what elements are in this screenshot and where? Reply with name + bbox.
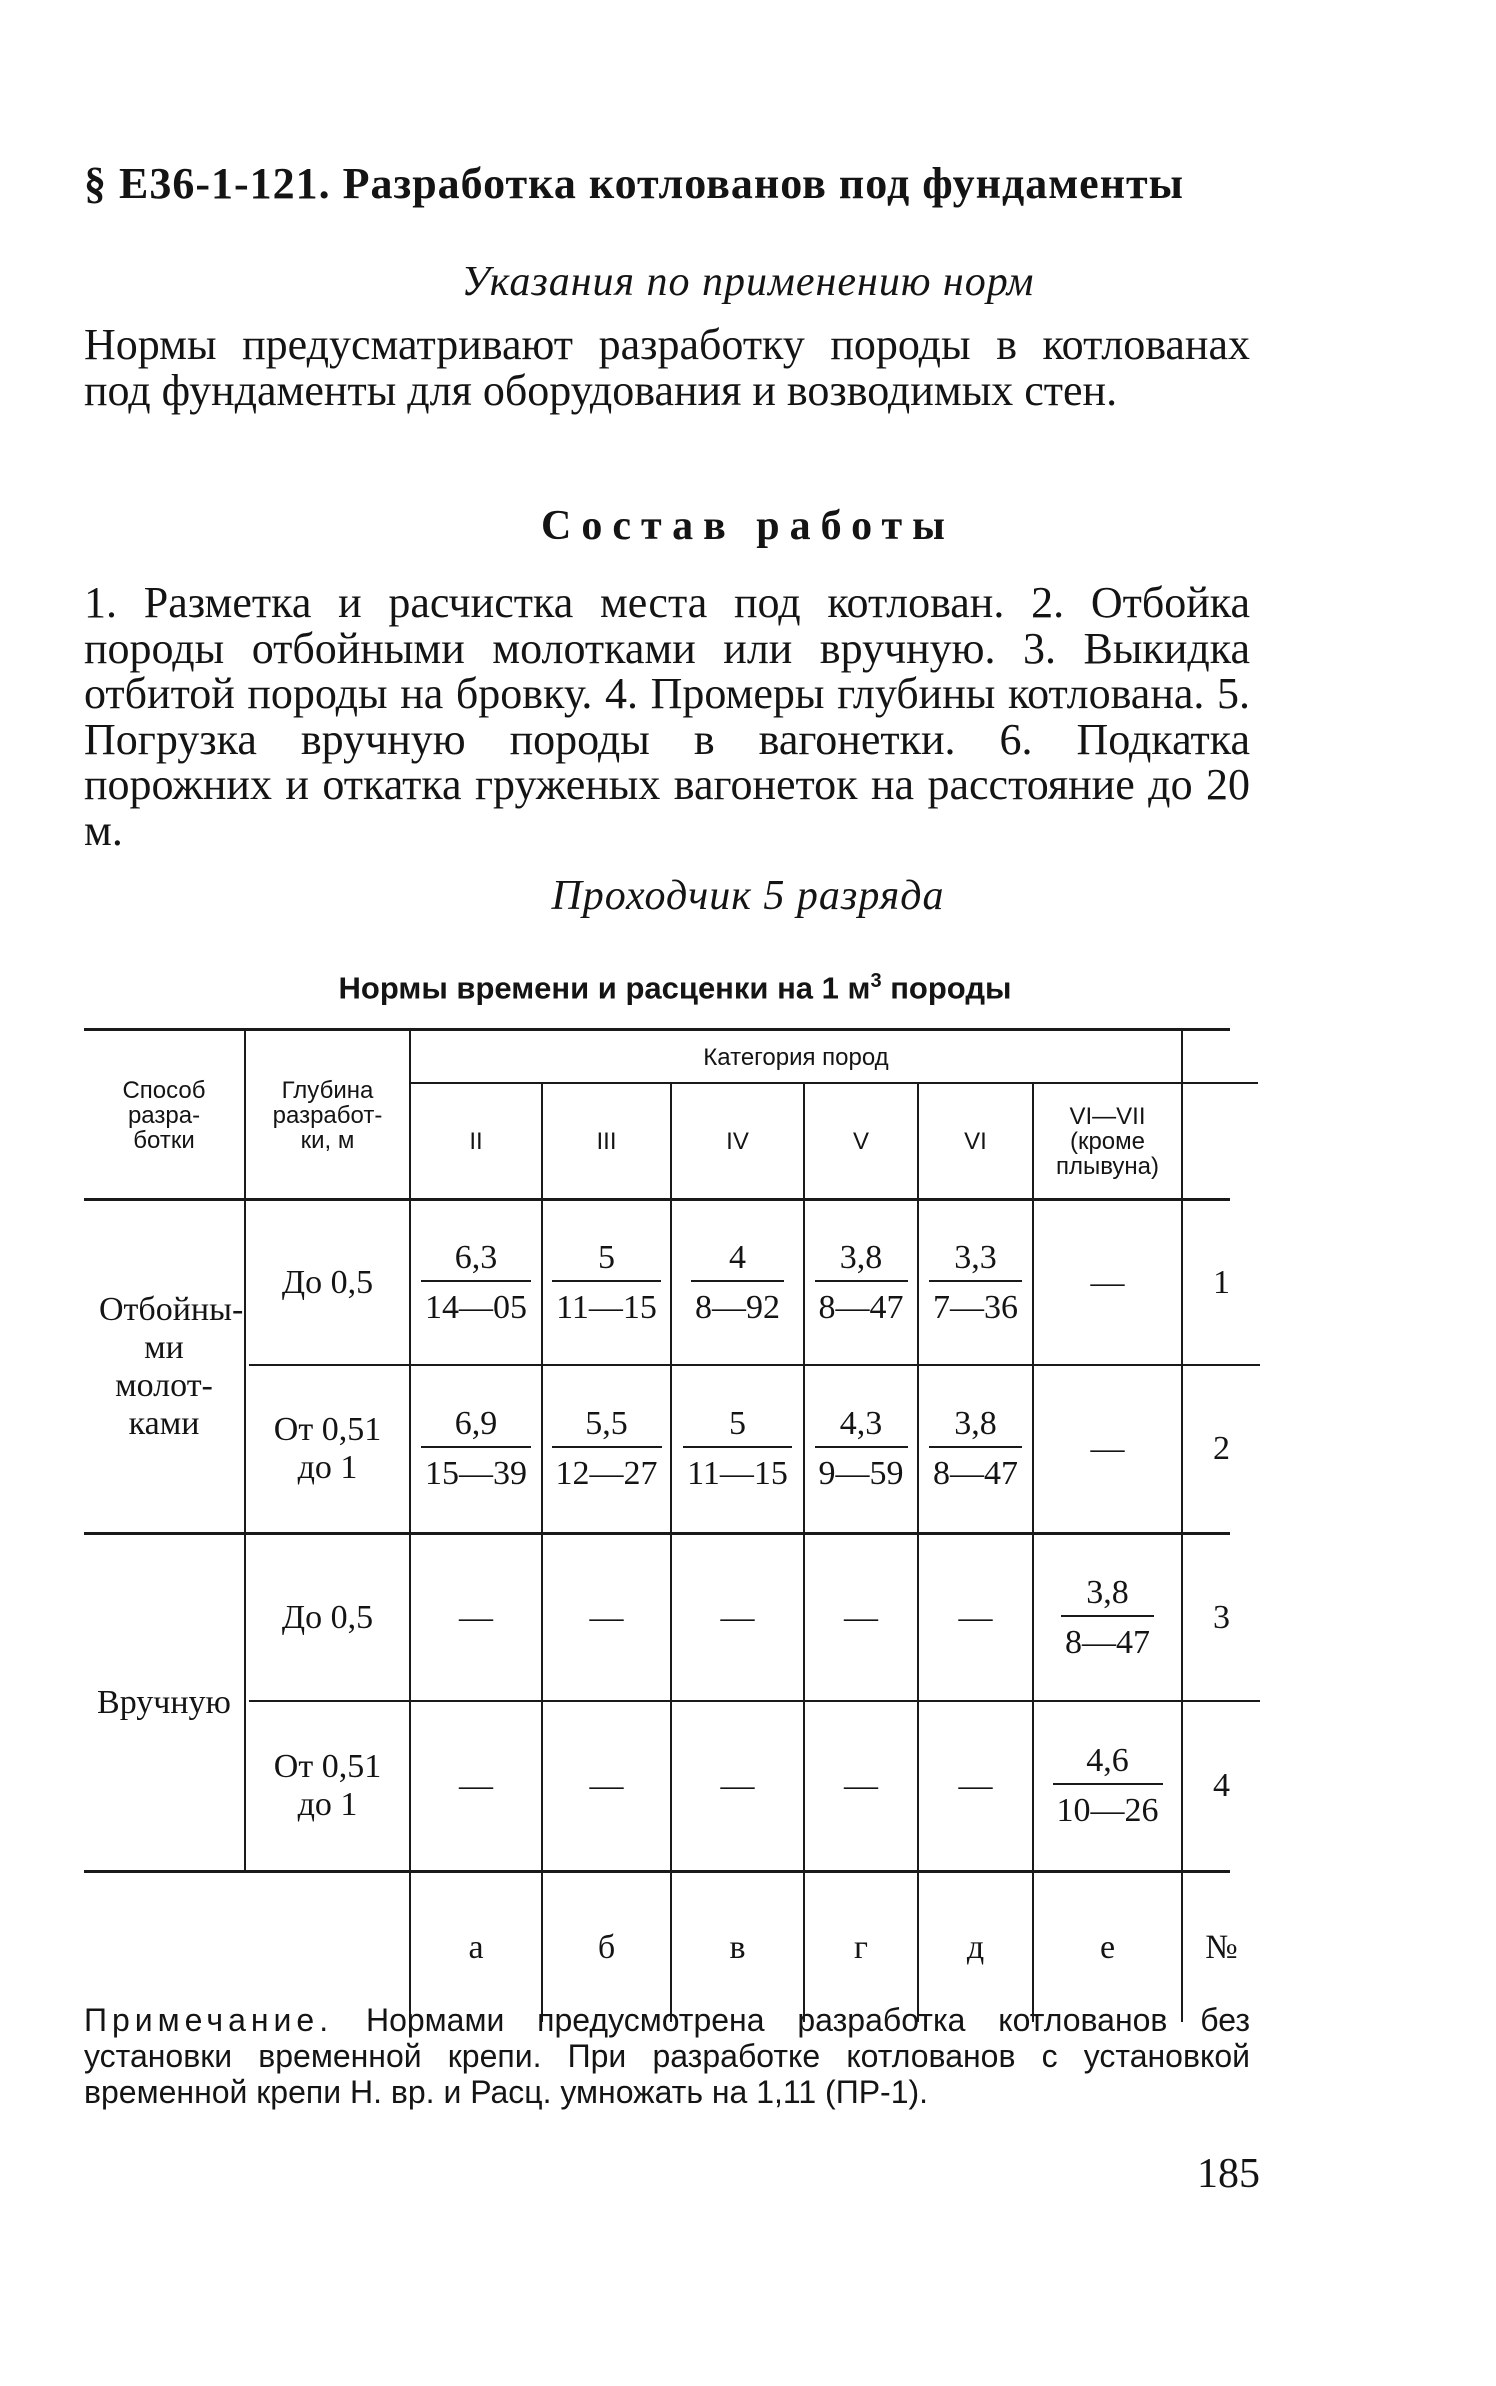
method-jackhammer bbox=[84, 1202, 244, 1532]
row1-cat-v bbox=[805, 1202, 917, 1364]
table-top-border bbox=[84, 1028, 1230, 1031]
fraction bbox=[683, 1402, 792, 1496]
fraction bbox=[552, 1402, 662, 1496]
time-norm: 4 bbox=[729, 1239, 746, 1276]
rate: 8—47 bbox=[815, 1280, 908, 1330]
row2-number: 2 bbox=[1213, 1430, 1230, 1467]
rate: 7—36 bbox=[929, 1280, 1022, 1330]
fraction bbox=[929, 1402, 1022, 1496]
time-norm: 5 bbox=[598, 1239, 615, 1276]
row1-cat-vi bbox=[919, 1202, 1032, 1364]
time-norm: 3,8 bbox=[954, 1405, 997, 1442]
time-norm: 6,9 bbox=[454, 1405, 498, 1442]
fraction bbox=[929, 1236, 1022, 1330]
time-norm: 5,5 bbox=[585, 1405, 628, 1442]
table-caption-superscript: 3 bbox=[870, 970, 882, 992]
rate: 11—15 bbox=[552, 1280, 661, 1330]
column-letter: е bbox=[1099, 1929, 1116, 1966]
rate: 8—47 bbox=[1061, 1615, 1154, 1665]
rate: 9—59 bbox=[815, 1446, 908, 1496]
depth-row-4 bbox=[246, 1702, 409, 1870]
section-heading: § Е36-1-121. Разработка котлованов под фундаменты bbox=[84, 159, 1185, 208]
row2-cat-iii bbox=[543, 1366, 670, 1532]
header-method bbox=[84, 1032, 244, 1198]
row4-cat-iv: — bbox=[720, 1767, 755, 1804]
time-norm: 4,3 bbox=[839, 1405, 883, 1442]
column-letter: а bbox=[468, 1929, 484, 1966]
group-divider bbox=[84, 1532, 1230, 1535]
table-caption-suffix: породы bbox=[881, 970, 1012, 1006]
header-category-iv: IV bbox=[726, 1127, 749, 1155]
header-category-vi-vii bbox=[1034, 1084, 1181, 1198]
row3-cat-iii: — bbox=[589, 1599, 624, 1636]
instructions-title: Указания по применению норм bbox=[461, 259, 1035, 305]
norms-table bbox=[84, 1024, 1260, 2022]
note-label: Примечание. bbox=[84, 2002, 334, 2038]
time-norm: 6,3 bbox=[454, 1239, 498, 1276]
depth-row-3: До 0,5 bbox=[281, 1599, 374, 1636]
method-manual: Вручную bbox=[97, 1684, 231, 1721]
row4-cat-vi: — bbox=[958, 1767, 993, 1804]
fraction bbox=[1053, 1739, 1163, 1833]
row3-cat-ii: — bbox=[459, 1599, 493, 1636]
header-method-text: Способ разра-ботки bbox=[122, 1076, 206, 1154]
depth-row-2-text: От 0,51 до 1 bbox=[273, 1411, 382, 1486]
rate: 15—39 bbox=[421, 1446, 531, 1496]
fraction bbox=[421, 1236, 531, 1330]
header-depth bbox=[246, 1032, 409, 1198]
rate: 14—05 bbox=[421, 1280, 531, 1330]
row2-cat-ii bbox=[411, 1366, 541, 1532]
header-depth-text: Глубина разработ-ки, м bbox=[272, 1076, 383, 1154]
depth-row-2 bbox=[246, 1366, 409, 1532]
row3-cat-vi: — bbox=[958, 1599, 993, 1636]
table-caption bbox=[0, 970, 1350, 1006]
time-norm: 5 bbox=[729, 1405, 746, 1442]
row1-cat-vi-vii: — bbox=[1090, 1264, 1125, 1301]
rate: 8—47 bbox=[929, 1446, 1022, 1496]
row4-cat-v: — bbox=[844, 1767, 878, 1804]
header-category: Категория пород bbox=[703, 1043, 889, 1071]
column-letter: в bbox=[729, 1929, 746, 1966]
row4-cat-ii: — bbox=[459, 1767, 493, 1804]
row3-cat-v: — bbox=[844, 1599, 878, 1636]
fraction bbox=[691, 1236, 784, 1330]
column-letter: б bbox=[597, 1929, 616, 1966]
rate: 11—15 bbox=[683, 1446, 792, 1496]
header-bottom-border bbox=[84, 1198, 1230, 1201]
rate: 8—92 bbox=[691, 1280, 784, 1330]
rate: 12—27 bbox=[552, 1446, 662, 1496]
row3-number: 3 bbox=[1213, 1599, 1230, 1636]
note-text: Нормами предусмотрена разработка котлованов без установки временной крепи. При разработке котлованов с установкой временной крепи Н. вр. и Расц. умножать на 1,11 (ПР-1). bbox=[84, 2002, 1250, 2110]
row4-cat-iii: — bbox=[589, 1767, 624, 1804]
number-column-label: № bbox=[1205, 1929, 1238, 1966]
instructions-text: Нормы предусматривают разработку породы в котлованах под фундаменты для оборудования и возводимых стен. bbox=[84, 320, 1250, 415]
row1-number: 1 bbox=[1213, 1264, 1230, 1301]
method-jackhammer-text: Отбойны-ми молот-ками bbox=[99, 1291, 244, 1442]
fraction bbox=[815, 1236, 908, 1330]
table-caption-prefix: Нормы времени и расценки на 1 м bbox=[338, 970, 871, 1006]
rate: 10—26 bbox=[1053, 1783, 1163, 1833]
row4-number: 4 bbox=[1213, 1767, 1230, 1804]
row1-cat-ii bbox=[411, 1202, 541, 1364]
page-number: 185 bbox=[1197, 2151, 1260, 2197]
worker-grade: Проходчик 5 разряда bbox=[551, 873, 945, 919]
depth-row-1: До 0,5 bbox=[281, 1264, 374, 1301]
time-norm: 3,3 bbox=[954, 1239, 997, 1276]
column-letter: д bbox=[966, 1929, 985, 1966]
row2-cat-vi-vii: — bbox=[1090, 1430, 1125, 1467]
time-norm: 3,8 bbox=[839, 1239, 883, 1276]
row1-cat-iv bbox=[672, 1202, 803, 1364]
note bbox=[84, 2002, 1250, 2110]
fraction bbox=[815, 1402, 908, 1496]
time-norm: 3,8 bbox=[1086, 1574, 1129, 1611]
row2-cat-vi bbox=[919, 1366, 1032, 1532]
time-norm: 4,6 bbox=[1086, 1742, 1129, 1779]
row1-cat-iii bbox=[543, 1202, 670, 1364]
row3-cat-iv: — bbox=[720, 1599, 755, 1636]
row2-cat-v bbox=[805, 1366, 917, 1532]
header-category-iii: III bbox=[596, 1127, 617, 1155]
column-letter: г bbox=[854, 1929, 868, 1966]
work-composition-text: 1. Разметка и расчистка места под котлован. 2. Отбойка породы отбойными молотками или вручную. 3. Выкидка отбитой породы на бровку. 4. Промеры глубины котлована. 5. Погрузка вручную породы в вагонетки. 6. Подкатка порожних и откатка груженых вагонеток на расстояние до 20 м. bbox=[84, 578, 1250, 855]
header-category-vi: VI bbox=[964, 1127, 987, 1155]
header-category-vi-vii-text: VI—VII (кроме плывуна) bbox=[1055, 1102, 1160, 1180]
row2-cat-iv bbox=[672, 1366, 803, 1532]
depth-row-4-text: От 0,51 до 1 bbox=[273, 1748, 382, 1823]
fraction bbox=[421, 1402, 531, 1496]
fraction bbox=[1061, 1571, 1154, 1665]
fraction bbox=[552, 1236, 661, 1330]
row4-cat-vi-vii bbox=[1034, 1702, 1181, 1870]
header-category-v: V bbox=[852, 1127, 869, 1155]
table-bottom-border bbox=[84, 1870, 1230, 1873]
row3-cat-vi-vii bbox=[1034, 1536, 1181, 1700]
work-composition-title: Состав работы bbox=[541, 503, 955, 549]
header-category-ii: II bbox=[469, 1127, 483, 1155]
